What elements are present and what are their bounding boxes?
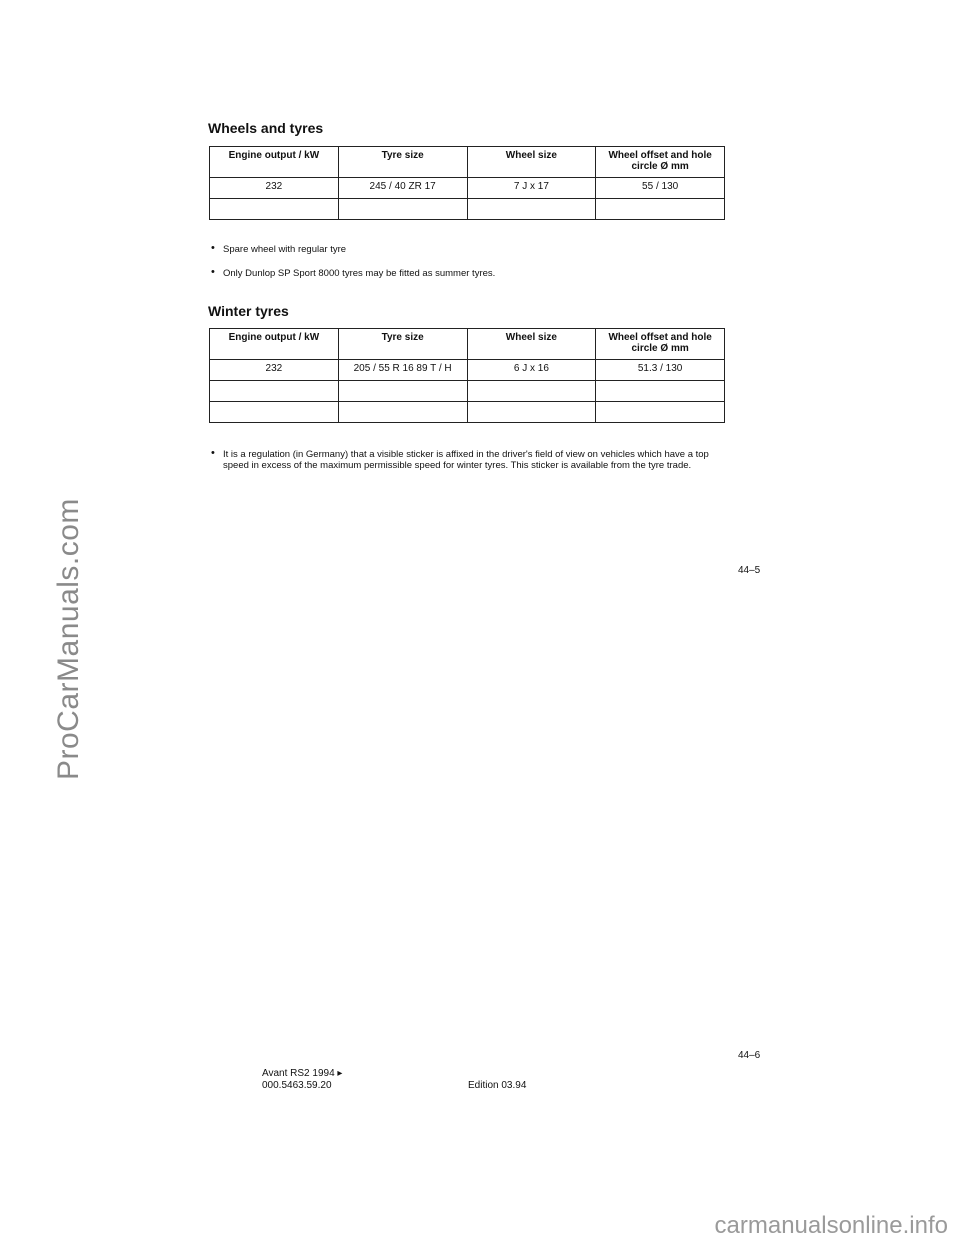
bullet-icon: • (211, 266, 215, 278)
footer-code: 000.5463.59.20 (262, 1080, 332, 1091)
table-row (210, 199, 725, 220)
table-cell (596, 199, 725, 220)
bullet-icon: • (211, 447, 215, 459)
note-text: Spare wheel with regular tyre (223, 244, 347, 255)
footer-edition: Edition 03.94 (468, 1080, 527, 1091)
header-engine-output: Engine output / kW (210, 147, 339, 178)
bullet-icon: • (211, 242, 215, 254)
table-cell (338, 381, 467, 402)
section-title-winter: Winter tyres (208, 303, 289, 319)
bottom-watermark: carmanualsonline.info (714, 1212, 948, 1239)
winter-tyres-table (209, 328, 725, 423)
table-cell: 7 J x 17 (467, 178, 596, 199)
table-cell: 232 (210, 178, 339, 199)
table-row (210, 178, 725, 199)
wheels-table (209, 146, 725, 220)
table-cell (210, 199, 339, 220)
header-wheel-offset: Wheel offset and hole circle Ø mm (596, 329, 725, 360)
table-cell (596, 402, 725, 423)
header-tyre-size: Tyre size (338, 147, 467, 178)
header-wheel-offset: Wheel offset and hole circle Ø mm (596, 147, 725, 178)
table-cell (210, 402, 339, 423)
table-cell (467, 199, 596, 220)
table-cell (467, 402, 596, 423)
table-header-row (210, 147, 725, 178)
table-cell: 6 J x 16 (467, 360, 596, 381)
page-number-upper: 44–5 (738, 565, 761, 576)
table-row (210, 402, 725, 423)
header-wheel-size: Wheel size (467, 147, 596, 178)
table-row (210, 360, 725, 381)
note-winter-sticker (211, 449, 731, 471)
table-cell (338, 199, 467, 220)
table-cell: 245 / 40 ZR 17 (338, 178, 467, 199)
side-watermark: ProCarManuals.com (52, 498, 85, 780)
table-cell: 55 / 130 (596, 178, 725, 199)
table-cell: 51.3 / 130 (596, 360, 725, 381)
note-spare-wheel (211, 244, 731, 255)
section-title-wheels: Wheels and tyres (208, 120, 324, 136)
header-tyre-size: Tyre size (338, 329, 467, 360)
table-cell: 232 (210, 360, 339, 381)
note-text: It is a regulation (in Germany) that a visible sticker is affixed in the driver's field of view on vehicles which have a top speed in excess of the maximum permissible speed for winter tyres. This sticker is available from the tyre trade. (223, 449, 709, 471)
table-header-row (210, 329, 725, 360)
header-engine-output: Engine output / kW (210, 329, 339, 360)
table-cell (338, 402, 467, 423)
note-text: Only Dunlop SP Sport 8000 tyres may be fitted as summer tyres. (223, 268, 496, 279)
table-cell (210, 381, 339, 402)
table-cell (596, 381, 725, 402)
table-cell: 205 / 55 R 16 89 T / H (338, 360, 467, 381)
footer-model-info (262, 1068, 342, 1092)
table-cell (467, 381, 596, 402)
page-number-lower: 44–6 (738, 1050, 761, 1061)
note-summer-tyres (211, 268, 731, 279)
table-row (210, 381, 725, 402)
footer-model: Avant RS2 1994 ▸ (262, 1068, 343, 1079)
header-wheel-size: Wheel size (467, 329, 596, 360)
